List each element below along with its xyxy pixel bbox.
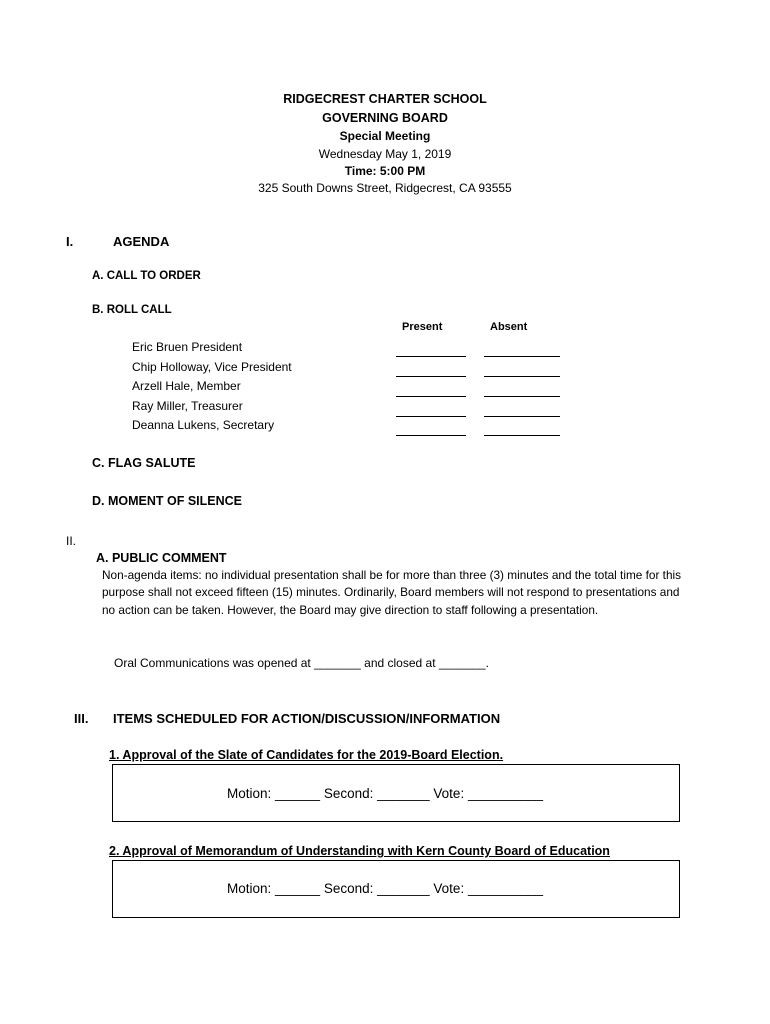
section3-numeral: III. (74, 711, 89, 726)
motion-line: Motion: ______ Second: _______ Vote: __________ (227, 786, 544, 801)
motion-line: Motion: ______ Second: _______ Vote: __________ (227, 881, 544, 896)
member-name: Deanna Lukens, Secretary (132, 418, 275, 432)
board-name: GOVERNING BOARD (322, 111, 448, 125)
present-blank[interactable] (396, 376, 466, 377)
present-blank[interactable] (396, 435, 466, 436)
meeting-type: Special Meeting (339, 129, 431, 143)
action-item-title: 1. Approval of the Slate of Candidates for the 2019-Board Election. (109, 748, 504, 762)
meeting-date: Wednesday May 1, 2019 (318, 147, 452, 161)
present-blank[interactable] (396, 416, 466, 417)
member-name: Chip Holloway, Vice President (132, 360, 292, 374)
section2-numeral: II. (66, 534, 77, 548)
public-comment-title: A. PUBLIC COMMENT (96, 551, 227, 565)
section3-title: ITEMS SCHEDULED FOR ACTION/DISCUSSION/INFORMATION (113, 711, 501, 726)
present-blank[interactable] (396, 356, 466, 357)
action-item-title: 2. Approval of Memorandum of Understanding with Kern County Board of Education (109, 844, 610, 858)
member-name: Ray Miller, Treasurer (132, 399, 243, 413)
absent-blank[interactable] (484, 376, 560, 377)
absent-blank[interactable] (484, 396, 560, 397)
member-name: Eric Bruen President (132, 340, 243, 354)
action-item-box (112, 764, 680, 822)
section1-numeral: I. (66, 234, 74, 249)
absent-blank[interactable] (484, 356, 560, 357)
absent-blank[interactable] (484, 435, 560, 436)
absent-blank[interactable] (484, 416, 560, 417)
school-name: RIDGECREST CHARTER SCHOOL (283, 92, 487, 106)
column-present: Present (402, 321, 443, 333)
meeting-address: 325 South Downs Street, Ridgecrest, CA 93555 (258, 181, 512, 195)
section1-title: AGENDA (113, 234, 170, 249)
flag-salute: C. FLAG SALUTE (92, 456, 196, 470)
roll-call: B. ROLL CALL (92, 304, 172, 316)
member-name: Arzell Hale, Member (132, 379, 241, 393)
oral-communications-line: Oral Communications was opened at _______ and closed at _______. (114, 656, 489, 670)
moment-of-silence: D. MOMENT OF SILENCE (92, 494, 242, 508)
present-blank[interactable] (396, 396, 466, 397)
public-comment-paragraph: Non-agenda items: no individual presentation shall be for more than three (3) minutes and the total time for this purpose shall not exceed fifteen (15) minutes. Ordinarily, Board members will not respond to presentations and no action can be taken. However, the Board may give direction to staff following a presentation. (102, 568, 682, 617)
meeting-time: Time: 5:00 PM (344, 164, 426, 178)
column-absent: Absent (490, 321, 528, 333)
call-to-order: A. CALL TO ORDER (92, 270, 201, 282)
action-item-box (112, 860, 680, 918)
